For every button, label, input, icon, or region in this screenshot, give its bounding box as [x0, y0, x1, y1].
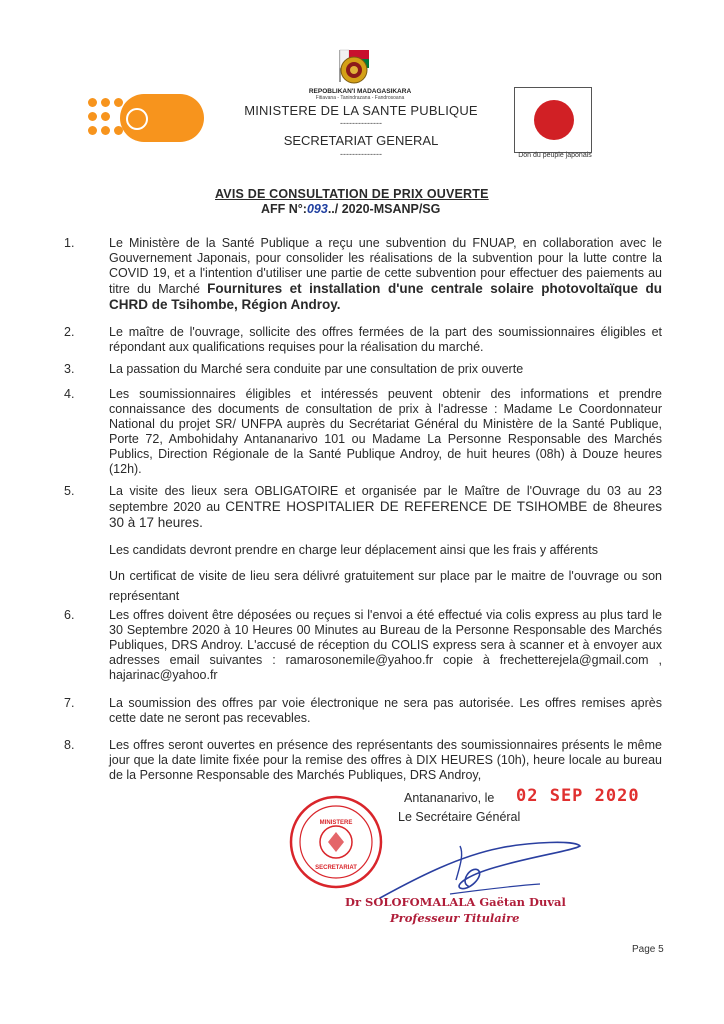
item-number: 4. [64, 387, 75, 401]
item-number: 3. [64, 362, 75, 376]
secretariat-name: SECRETARIAT GENERAL [283, 133, 439, 148]
ministry-name: MINISTERE DE LA SANTE PUBLIQUE [244, 103, 478, 118]
item-number: 1. [64, 236, 75, 250]
item-number: 6. [64, 608, 75, 622]
item-number: 5. [64, 484, 75, 498]
item-7-text: La soumission des offres par voie électronique ne sera pas autorisée. Les offres remises après cette date ne seront pas recevables. [109, 696, 662, 725]
item-number: 7. [64, 696, 75, 710]
item-5-text [109, 484, 662, 531]
reference-prefix: AFF N°: [261, 202, 307, 216]
signature-place: Antananarivo, le [404, 791, 495, 805]
signature-date-stamp: 02 SEP 2020 [516, 786, 640, 806]
item-1-body: Le Ministère de la Santé Publique a reçu une subvention du FNUAP, en collaboration avec le Gouvernement Japonais, pour consolider les réalisations de la subvention pour la lutte contre la COVID 19, et a l'intention d'utiliser une partie de cette subvention pour effectuer des paiements au titre du Marché [109, 236, 662, 296]
separator: -------------- [340, 149, 382, 159]
unfpa-text: UNFPA [126, 153, 201, 178]
reference-suffix: ../ 2020-MSANP/SG [327, 202, 441, 216]
page-number: Page 5 [632, 944, 664, 955]
madagascar-emblem-icon [328, 46, 384, 86]
document-title: AVIS DE CONSULTATION DE PRIX OUVERTE [215, 187, 489, 201]
item-5-sub-1: Les candidats devront prendre en charge leur déplacement ainsi que les frais y afférents [109, 543, 598, 557]
item-number: 2. [64, 325, 75, 339]
unfpa-logo [88, 96, 208, 178]
un-emblem-icon [126, 108, 148, 130]
item-number: 8. [64, 738, 75, 752]
item-3-text: La passation du Marché sera conduite par une consultation de prix ouverte [109, 362, 524, 376]
item-1-market-title: Fournitures et installation d'une centrale solaire photovoltaïque du CHRD de Tsihombe, Région Androy. [109, 281, 663, 312]
item-5-location: CENTRE HOSPITALIER DE REFERENCE DE TSIHOMBE de 8heures 30 à 17 heures. [109, 499, 662, 530]
item-4-text: Les soumissionnaires éligibles et intéressés peuvent obtenir des informations et prendre connaissance des documents de consultation de prix à l'adresse : Madame Le Coordonnateur National du projet SR/ UNFPA auprès du Secrétariat Général du Ministère de la Santé Publique, Porte 72, Ambohidahy Antananarivo 101 ou Madame La Personne Responsable des Marchés Publics, Direction Régionale de la Santé Publique Androy, de huit heures (08h) à Douze heures (12h). [109, 387, 662, 476]
madagascar-motto: Fitiavana - Tanindrazana - Fandrosoana [315, 95, 405, 101]
item-1-text [109, 236, 662, 313]
separator: -------------- [340, 118, 382, 128]
item-6-text: Les offres doivent être déposées ou reçues si l'envoi a été effectué via colis express au plus tard le 30 Septembre 2020 à 10 Heures 00 Minutes au Bureau de la Personne Responsable des Marchés Publiques, DRS Androy. L'accusé de réception du COLIS express sera à scanner et à envoyer aux adresses email suivantes : ramarosonemile@yahoo.fr copie à frechetterejela@gmail.com , hajarinac@yahoo.fr [109, 608, 662, 682]
reference-handwritten-number: 093 [306, 202, 328, 216]
signatory-role: Professeur Titulaire [390, 911, 520, 925]
reference-number [261, 202, 521, 216]
signatory-name: Dr SOLOFOMALALA Gaëtan Duval [345, 895, 566, 909]
svg-text:SECRETARIAT: SECRETARIAT [315, 865, 357, 871]
madagascar-title: REPOBLIKAN'I MADAGASIKARA [308, 88, 412, 95]
item-5-sub-2: Un certificat de visite de lieu sera délivré gratuitement sur place par le maitre de l'ouvrage ou son représentant [109, 569, 662, 603]
japan-flag-icon [514, 87, 592, 153]
svg-text:MINISTERE: MINISTERE [319, 820, 353, 826]
unfpa-wordmark [120, 94, 204, 178]
signatory-title: Le Secrétaire Général [398, 810, 521, 824]
item-2-text: Le maître de l'ouvrage, sollicite des offres fermées de la part des soumissionnaires éligibles et répondant aux qualifications requises pour la réalisation du marché. [109, 325, 662, 354]
item-8-text: Les offres seront ouvertes en présence des représentants des soumissionnaires présents le même jour que la date limite fixée pour la remise des offres à DIX HEURES (10h), heure locale au bureau de la Personne Responsable des Marchés Publiques, DRS Androy, [109, 738, 662, 782]
item-5-body: La visite des lieux sera OBLIGATOIRE et organisée par le Maître de l'Ouvrage du 03 au 23 septembre 2020 au [109, 484, 662, 514]
japan-flag-caption: Don du peuple japonais [518, 152, 592, 159]
